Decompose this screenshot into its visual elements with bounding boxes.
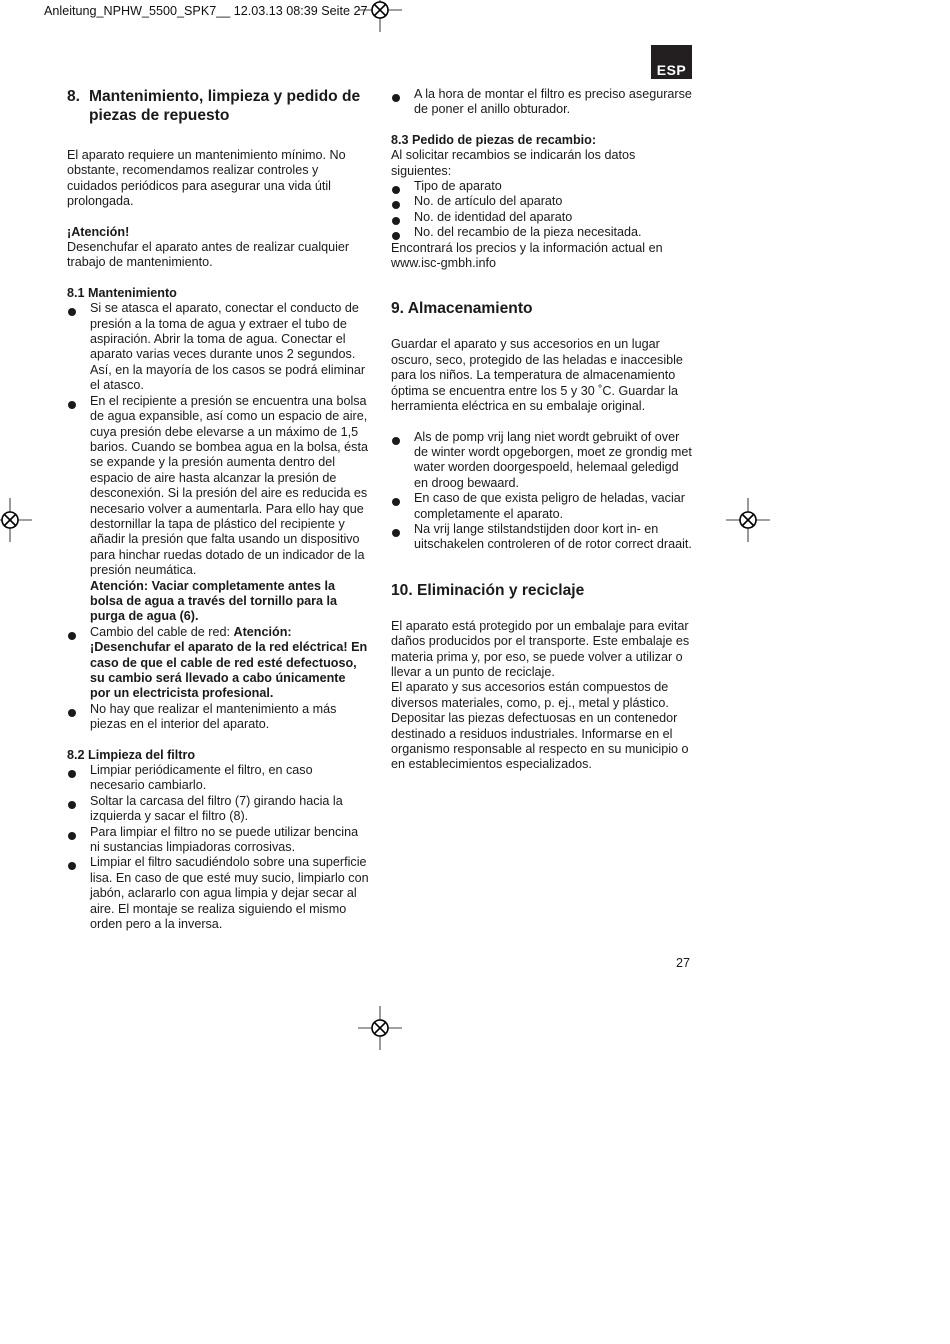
list-item bbox=[391, 430, 693, 492]
section-10-text-2: El aparato y sus accesorios están compuestos de diversos materiales, como, p. ej., metal y plástico. Depositar las piezas defectuosas en un contenedor destinado a residuos industriales. Informarse en el organismo responsable al respecto en su municipio o en establecimientos especializados. bbox=[391, 680, 689, 772]
list-item-text: Cambio del cable de red: bbox=[90, 624, 234, 639]
registration-mark-bottom bbox=[358, 1006, 402, 1050]
section-8-title: Mantenimiento, limpieza y pedido de piezas de repuesto bbox=[89, 88, 361, 124]
filter-cleaning-list bbox=[67, 763, 369, 932]
section-8-number: 8. bbox=[67, 88, 81, 105]
list-item-text: En caso de que exista peligro de heladas, vaciar completamente el aparato. bbox=[414, 491, 685, 521]
list-item-text: Na vrij lange stilstandstijden door kort in- en uitschakelen controleren of de rotor correct draait. bbox=[414, 521, 692, 552]
right-column bbox=[391, 87, 693, 773]
list-item bbox=[391, 210, 693, 225]
attention-heading: ¡Atención! bbox=[67, 224, 130, 239]
registration-mark-right bbox=[726, 498, 770, 542]
section-10-text-1: El aparato está protegido por un embalaje para evitar daños producidos por el transporte. Este embalaje es materia prima y, por eso, se puede volver a utilizar o llevar a un punto de reciclaje. bbox=[391, 618, 690, 679]
section-8-3-intro: Al solicitar recambios se indicarán los datos siguientes: bbox=[391, 148, 636, 178]
warning-text: Atención: Vaciar completamente antes la bolsa de agua a través del tornillo para la purga de agua (6). bbox=[90, 578, 338, 624]
list-item bbox=[391, 194, 693, 209]
registration-mark-left bbox=[0, 498, 32, 542]
list-item bbox=[67, 394, 369, 625]
spare-parts-list bbox=[391, 179, 693, 241]
section-8-2-title: 8.2 Limpieza del filtro bbox=[67, 747, 196, 762]
section-9-text: Guardar el aparato y sus accesorios en un lugar oscuro, seco, protegido de las heladas e inaccesible para los niños. La temperatura de almacenamiento óptima se encuentra entre los 5 y 30 ˚C. Guardar la herramienta eléctrica en su embalaje original. bbox=[391, 337, 683, 414]
section-9-title: 9. Almacenamiento bbox=[391, 300, 533, 318]
section-8-intro: El aparato requiere un mantenimiento mínimo. No obstante, recomendamos realizar controles y cuidados periódicos para asegurar una vida útil prolongada. bbox=[67, 148, 346, 209]
list-item bbox=[391, 522, 693, 553]
section-10-heading bbox=[391, 581, 693, 600]
storage-list bbox=[391, 430, 693, 553]
section-8-3-title: 8.3 Pedido de piezas de recambio: bbox=[391, 132, 597, 147]
list-item bbox=[67, 794, 369, 825]
list-item bbox=[391, 87, 693, 118]
print-slug: Anleitung_NPHW_5500_SPK7__ 12.03.13 08:39 Seite 27 bbox=[44, 4, 368, 18]
warning-text: Atención: ¡Desenchufar el aparato de la red eléctrica! En caso de que el cable de red esté defectuoso, su cambio será llevado a cabo únicamente por un electricista profesional. bbox=[90, 624, 368, 701]
list-item-text: Soltar la carcasa del filtro (7) girando hacia la izquierda y sacar el filtro (8). bbox=[90, 793, 343, 824]
list-item bbox=[67, 825, 369, 856]
list-item bbox=[391, 491, 693, 522]
list-item bbox=[67, 702, 369, 733]
list-item-text: Limpiar periódicamente el filtro, en caso necesario cambiarlo. bbox=[90, 763, 313, 793]
list-item bbox=[67, 763, 369, 794]
language-tab: ESP bbox=[651, 45, 692, 79]
list-item-text: Tipo de aparato bbox=[414, 179, 502, 194]
section-9-heading bbox=[391, 299, 693, 318]
list-item-text: No. del recambio de la pieza necesitada. bbox=[414, 225, 642, 240]
section-8-3-outro: Encontrará los precios y la información actual en www.isc-gmbh.info bbox=[391, 240, 663, 271]
section-8-heading bbox=[67, 87, 369, 125]
list-item-text: Limpiar el filtro sacudiéndolo sobre una superficie lisa. En caso de que esté muy sucio, limpiarlo con jabón, aclararlo con agua limpia y dejar secar al aire. El montaje se realiza siguiendo el mismo orden pero a la inversa. bbox=[90, 855, 369, 932]
list-item-text: En el recipiente a presión se encuentra una bolsa de agua expansible, así como un espacio de aire, cuya presión debe elevarse a un máximo de 1,5 barios. Cuando se bombea agua en la bolsa, ésta se expande y la presión aumenta dentro del espacio de aire hasta alcanzar la presión de desconexión. Si la presión del aire es reducida es necesario volver a aumentarla. Para ello hay que destornillar la tapa de plástico del recipiente y añadir la presión que falta usando un dispositivo para hinchar ruedas dotado de un indicador de la presión neumática. bbox=[90, 393, 368, 578]
list-item bbox=[67, 625, 369, 702]
list-item bbox=[391, 179, 693, 194]
list-item-text: No. de artículo del aparato bbox=[414, 194, 563, 209]
filter-continued-list bbox=[391, 87, 693, 118]
list-item-text: A la hora de montar el filtro es preciso asegurarse de poner el anillo obturador. bbox=[414, 87, 692, 117]
list-item-text: Si se atasca el aparato, conectar el conducto de presión a la toma de agua y extraer el tubo de aspiración. Abrir la toma de agua. Conectar el aparato varias veces durante unos 2 segundos. Así, en la mayoría de los casos se podrá eliminar el atasco. bbox=[90, 301, 366, 393]
maintenance-list bbox=[67, 301, 369, 732]
registration-mark-top bbox=[358, 0, 402, 32]
section-10-title: 10. Eliminación y reciclaje bbox=[391, 581, 585, 599]
list-item bbox=[67, 855, 369, 932]
attention-text: Desenchufar el aparato antes de realizar cualquier trabajo de mantenimiento. bbox=[67, 240, 350, 270]
list-item-text: No hay que realizar el mantenimiento a más piezas en el interior del aparato. bbox=[90, 701, 337, 732]
list-item-text: Para limpiar el filtro no se puede utilizar bencina ni sustancias limpiadoras corrosivas. bbox=[90, 824, 359, 855]
page-number: 27 bbox=[676, 956, 691, 970]
list-item bbox=[391, 225, 693, 240]
left-column bbox=[67, 87, 369, 933]
list-item bbox=[67, 301, 369, 393]
section-8-1-title: 8.1 Mantenimiento bbox=[67, 285, 177, 300]
list-item-text: No. de identidad del aparato bbox=[414, 209, 573, 224]
list-item-text: Als de pomp vrij lang niet wordt gebruikt of over de winter wordt opgeborgen, moet ze grondig met water worden doorgespoeld, helemaal geledigd en droog bewaard. bbox=[414, 429, 692, 490]
